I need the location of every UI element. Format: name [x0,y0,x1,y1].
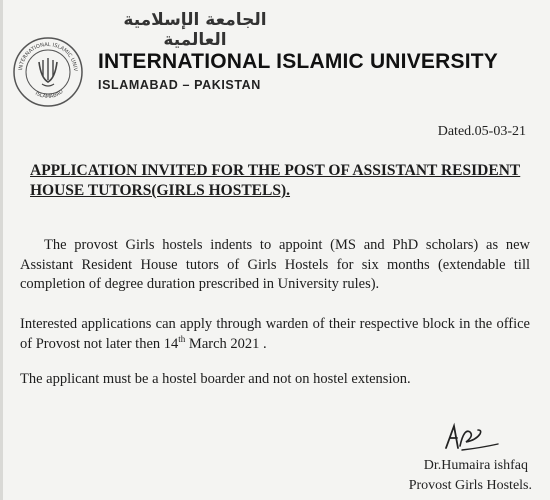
date-ordinal-suffix: th [178,333,186,344]
svg-text:ISLAMABAD [34,89,65,100]
paragraph-application-text: Interested applications can apply through warden of their respective block in the office of Provost not later then 14 [20,316,530,352]
seal-text-top: INTERNATIONAL ISLAMIC UNIV [18,41,79,72]
university-location: ISLAMABAD – PAKISTAN [98,78,261,92]
university-seal-icon [12,36,84,108]
page-edge [0,0,3,500]
handwritten-signature [440,418,510,458]
notice-date: Dated.05-03-21 [437,124,526,139]
paragraph-application [20,315,530,354]
university-name: INTERNATIONAL ISLAMIC UNIVERSITY [98,50,498,73]
svg-text:INTERNATIONAL ISLAMIC UNIVERSI [12,36,78,72]
signatory-name: Dr.Humaira ishfaq [423,458,528,473]
paragraph-eligibility: The applicant must be a hostel boarder and not on hostel extension. [20,371,411,387]
notice-heading-text: APPLICATION INVITED FOR THE POST OF ASSISTANT RESIDENT HOUSE TUTORS(GIRLS HOSTELS). [30,162,521,199]
arabic-university-name: الجامعة الإسلامية العالمية [123,10,267,50]
seal-text-bottom: ISLAMABAD [33,88,65,101]
paragraph-appointment: The provost Girls hostels indents to appoint (MS and PhD scholars) as new Assistant Resident House tutors of Girls Hostels for six months (extendable till completion of degree duration prescribed in University rules). [20,237,530,292]
paragraph-application-date: March 2021 . [185,335,267,352]
notice-heading [30,161,540,201]
signatory-title: Provost Girls Hostels. [408,478,532,493]
